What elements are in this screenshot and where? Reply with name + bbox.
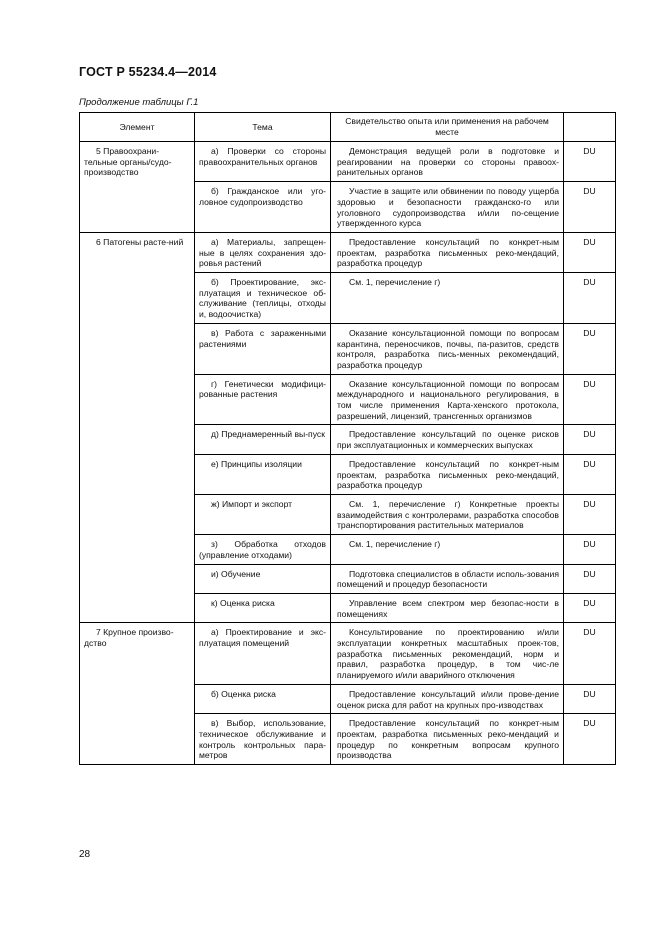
topic-text: з) Обработка отходов (управление отходами)	[199, 539, 326, 560]
topic-text: г) Генетически модифици-рованные растения	[199, 378, 326, 400]
element-label: 5 Правоохрани-тельные органы/судо-производство	[84, 146, 172, 178]
topic-cell	[195, 425, 331, 454]
topic-cell	[195, 714, 331, 765]
element-label: 7 Крупное произво-дство	[84, 627, 174, 649]
code-cell: DU	[564, 232, 616, 272]
code-cell: DU	[564, 684, 616, 713]
evidence-cell	[331, 593, 564, 622]
table-row	[80, 623, 616, 685]
topic-cell	[195, 374, 331, 425]
topic-cell	[195, 593, 331, 622]
evidence-text: Предоставление консультаций и/или прове-дение оценок риска для работ на крупных про-изводствах	[337, 688, 559, 710]
table-continuation-caption: Продолжение таблицы Г.1	[79, 97, 199, 108]
evidence-cell	[331, 323, 564, 374]
evidence-text: Демонстрация ведущей роли в подготовке и реагировании на проверки со стороны правоох-ранительных органов	[337, 146, 559, 178]
evidence-text: Предоставление консультаций по конкрет-ным проектам, разработка письменных реко-мендаций и процедур по конкретным вопросам крупного производства	[337, 718, 559, 761]
topic-cell	[195, 564, 331, 593]
topic-cell	[195, 535, 331, 564]
topic-cell	[195, 323, 331, 374]
topic-cell	[195, 684, 331, 713]
column-header-topic: Тема	[195, 113, 331, 142]
table-header-row	[80, 113, 616, 142]
evidence-cell	[331, 232, 564, 272]
evidence-text: См. 1, перечисление г) Конкретные проекты взаимодействия с контролерами, разработка способов транспортирования растительных материалов	[337, 498, 559, 531]
topic-text: б) Оценка риска	[211, 688, 276, 699]
topic-text: в) Выбор, использование, техническое обслуживание и контроль контрольных пара-метров	[199, 718, 326, 761]
column-header-evidence: Свидетельство опыта или применения на рабочем месте	[331, 113, 564, 142]
topic-text: в) Работа с зараженными растениями	[199, 327, 326, 349]
evidence-cell	[331, 684, 564, 713]
evidence-text: Участие в защите или обвинении по поводу ущерба здоровью и безопасности гражданско-го или уголовного судопроизводства и/или по-сещение утвержденного курса	[337, 186, 559, 229]
topic-text: а) Проектирование и экс-плуатация помещений	[199, 627, 326, 649]
evidence-cell	[331, 564, 564, 593]
element-cell	[80, 623, 195, 765]
element-label: 6 Патогены расте-ний	[96, 236, 184, 247]
evidence-text: См. 1, перечисление г)	[349, 539, 441, 550]
code-cell: DU	[564, 425, 616, 454]
code-cell: DU	[564, 714, 616, 765]
evidence-text: Консультирование по проектированию и/или эксплуатации конкретных масштабных проек-тов, разработка письменных рекомендаций, норм и правил, разработка процедур, в том чис-ле планируемого и/или аварийного отключения	[337, 627, 559, 681]
element-cell	[80, 142, 195, 233]
evidence-text: Оказание консультационной помощи по вопросам карантина, переносчиков, почвы, па-разитов, средств контроля, разработка пись-менных рекомендаций, разработка процедур	[337, 327, 559, 370]
evidence-cell	[331, 273, 564, 324]
evidence-cell	[331, 182, 564, 233]
table-body	[80, 142, 616, 765]
topic-text: е) Принципы изоляции	[211, 458, 302, 469]
topic-cell	[195, 142, 331, 182]
topic-text: а) Материалы, запрещен-ные в целях сохранения здо-ровья растений	[199, 236, 326, 269]
topic-cell	[195, 273, 331, 324]
topic-text: и) Обучение	[211, 568, 261, 579]
code-cell: DU	[564, 182, 616, 233]
document-code: ГОСТ Р 55234.4—2014	[79, 65, 217, 79]
evidence-cell	[331, 623, 564, 685]
page-number: 28	[79, 849, 91, 860]
topic-cell	[195, 454, 331, 494]
evidence-cell	[331, 142, 564, 182]
evidence-cell	[331, 714, 564, 765]
column-header-code	[564, 113, 616, 142]
topic-text: б) Гражданское или уго-ловное судопроизводство	[199, 186, 326, 207]
evidence-cell	[331, 535, 564, 564]
topic-cell	[195, 182, 331, 233]
code-cell: DU	[564, 535, 616, 564]
code-cell: DU	[564, 273, 616, 324]
code-cell: DU	[564, 374, 616, 425]
evidence-cell	[331, 454, 564, 494]
topic-text: а) Проверки со стороны правоохранительных органов	[199, 146, 326, 167]
competence-table	[79, 112, 616, 765]
code-cell: DU	[564, 142, 616, 182]
evidence-text: Подготовка специалистов в области исполь-зования помещений и процедур безопасности	[337, 568, 559, 590]
code-cell: DU	[564, 494, 616, 534]
topic-text: ж) Импорт и экспорт	[211, 498, 293, 509]
element-cell	[80, 232, 195, 622]
topic-text: д) Преднамеренный вы-пуск	[211, 429, 325, 440]
table-row	[80, 232, 616, 272]
code-cell: DU	[564, 593, 616, 622]
evidence-cell	[331, 374, 564, 425]
evidence-text: Управление всем спектром мер безопас-ности в помещениях	[337, 597, 559, 619]
evidence-text: См. 1, перечисление г)	[349, 277, 441, 288]
table-row	[80, 142, 616, 182]
evidence-text: Предоставление консультаций по оценке рисков при эксплуатационных и коммерческих выпусках	[337, 429, 559, 451]
code-cell: DU	[564, 323, 616, 374]
topic-text: б) Проектирование, экс-плуатация и техническое об-служивание (теплицы, отходы и, водоочистка)	[199, 277, 326, 320]
evidence-text: Предоставление консультаций по конкрет-ным проектам, разработка письменных реко-мендаций, разработка процедур	[337, 236, 559, 269]
topic-text: к) Оценка риска	[211, 597, 275, 608]
evidence-text: Предоставление консультаций по конкрет-ным проектам, разработка письменных реко-мендаций, разработка процедур	[337, 458, 559, 491]
topic-cell	[195, 623, 331, 685]
evidence-cell	[331, 494, 564, 534]
code-cell: DU	[564, 564, 616, 593]
column-header-element: Элемент	[80, 113, 195, 142]
evidence-cell	[331, 425, 564, 454]
code-cell: DU	[564, 454, 616, 494]
topic-cell	[195, 232, 331, 272]
topic-cell	[195, 494, 331, 534]
evidence-text: Оказание консультационной помощи по вопросам международного и национального регулирования, в том числе применения Карта-хенского протокола, разрешений, лицензий, трансгенных организмов	[337, 378, 559, 421]
code-cell: DU	[564, 623, 616, 685]
